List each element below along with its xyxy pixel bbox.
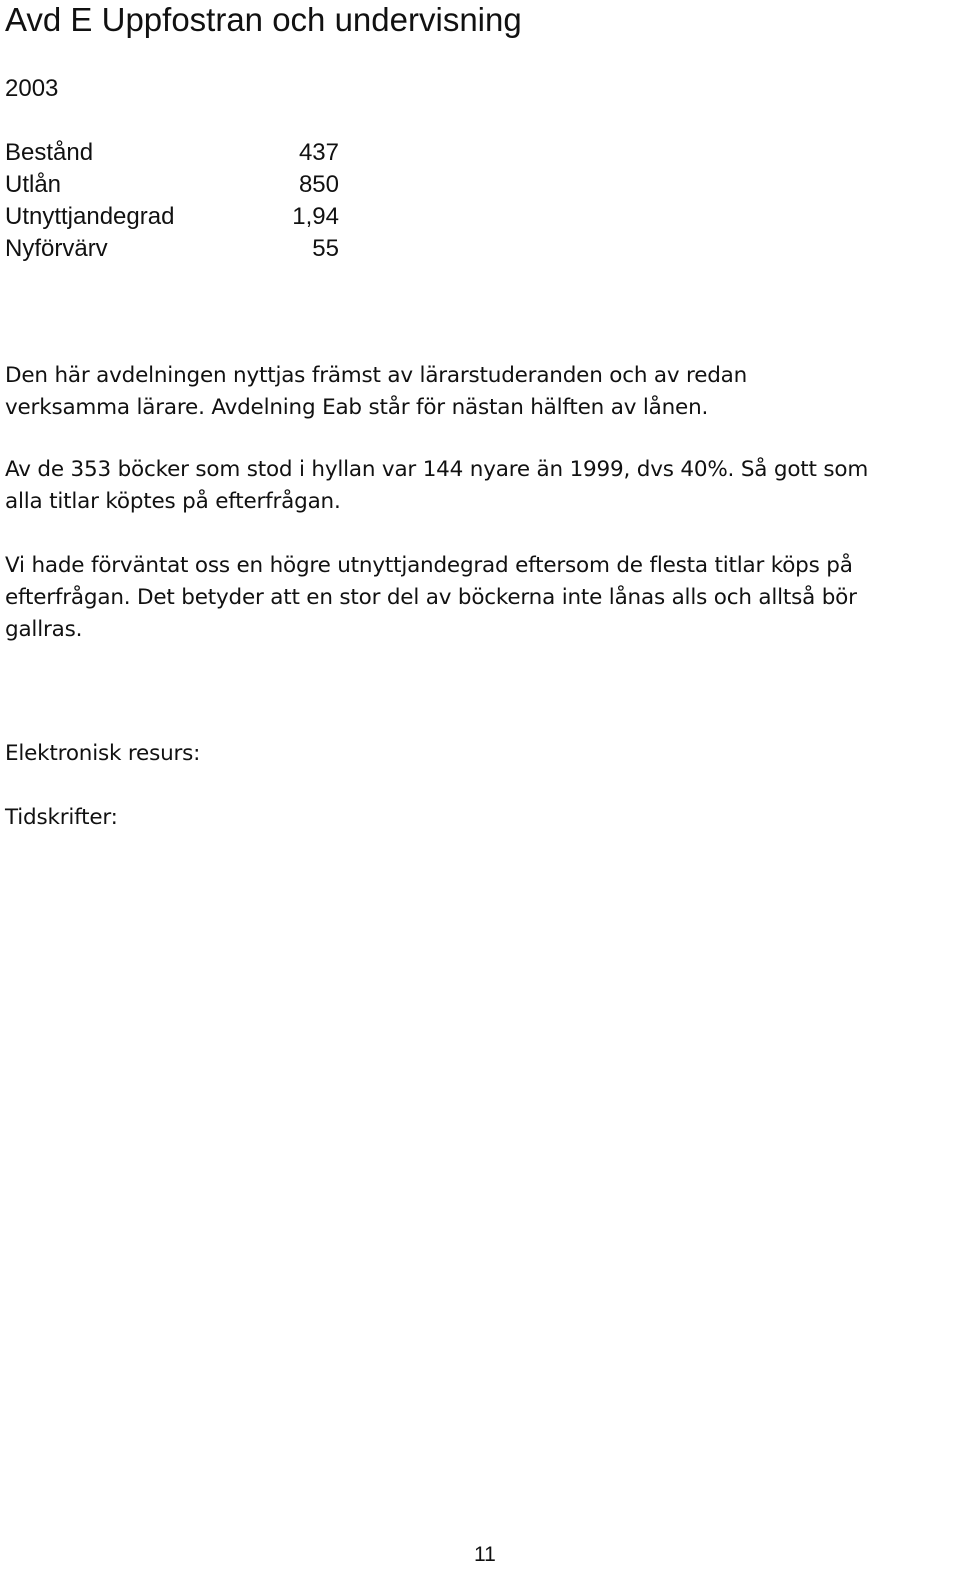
paragraph-line: efterfrågan. Det betyder att en stor del av böckerna inte lånas alls och alltså bör xyxy=(5,585,857,610)
paragraph-line: Vi hade förväntat oss en högre utnyttjandegrad eftersom de flesta titlar köps på xyxy=(5,553,853,578)
paragraph-usage xyxy=(5,360,955,424)
stat-value: 55 xyxy=(312,235,339,262)
paragraph-line: Av de 353 böcker som stod i hyllan var 144 nyare än 1999, dvs 40%. Så gott som xyxy=(5,457,869,482)
paragraph-inventory xyxy=(5,454,955,518)
stat-label: Utnyttjandegrad xyxy=(5,203,175,230)
statistics-table xyxy=(5,137,339,265)
stat-row-utlan xyxy=(5,169,339,201)
paragraph-line: gallras. xyxy=(5,617,83,642)
stat-value: 437 xyxy=(298,139,339,166)
stat-label: Utlån xyxy=(5,171,62,198)
paragraph-line: alla titlar köptes på efterfrågan. xyxy=(5,489,341,514)
stat-value: 1,94 xyxy=(292,203,339,230)
paragraph-line: verksamma lärare. Avdelning Eab står för nästan hälften av lånen. xyxy=(5,395,709,420)
stat-value: 850 xyxy=(298,171,339,198)
stat-label: Nyförvärv xyxy=(5,235,108,262)
stat-row-nyforvarv xyxy=(5,233,339,265)
stat-row-bestand xyxy=(5,137,339,169)
journals-label: Tidskrifter: xyxy=(5,805,118,830)
paragraph-line: Den här avdelningen nyttjas främst av lärarstuderanden och av redan xyxy=(5,363,748,388)
year-heading: 2003 xyxy=(5,75,59,102)
stat-label: Bestånd xyxy=(5,139,94,166)
paragraph-conclusion xyxy=(5,550,955,646)
page-title: Avd E Uppfostran och undervisning xyxy=(5,1,522,38)
stat-row-utnyttjandegrad xyxy=(5,201,339,233)
electronic-resource-label: Elektronisk resurs: xyxy=(5,741,201,766)
page-number: 11 xyxy=(474,1543,496,1566)
